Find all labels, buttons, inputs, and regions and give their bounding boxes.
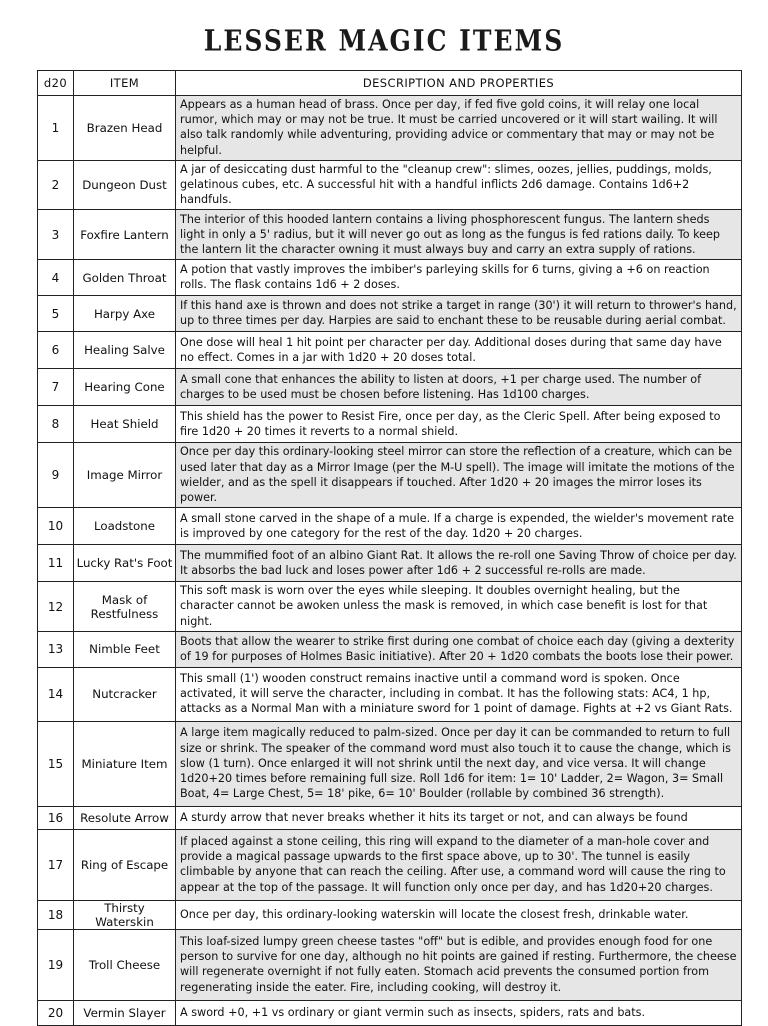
row-number: 12 bbox=[38, 582, 74, 632]
item-name: Thirsty Waterskin bbox=[74, 900, 176, 929]
item-description: A large item magically reduced to palm-sized. Once per day it can be commanded to return to full size or shrink. The speaker of the command word must also touch it to cause the change, which is slow (1 turn). Once enlarged it will not shrink until the next day, and vice versa. It will change 1d20+20 times before remaining full size. Roll 1d6 for item: 1= 10' Ladder, 2= Wagon, 3= Small Boat, 4= Large Chest, 5= 18' pike, 6= 10' Boulder (rollable by combined 36 strength). bbox=[176, 721, 742, 806]
item-description: The interior of this hooded lantern contains a living phosphorescent fungus. The lantern sheds light in only a 5' radius, but it will never go out as long as the fungus is fed rations daily. To keep the lantern lit the character owning it must always buy and carry an extra supply of rations. bbox=[176, 210, 742, 260]
row-number: 10 bbox=[38, 508, 74, 545]
row-number: 7 bbox=[38, 369, 74, 406]
magic-items-table bbox=[37, 70, 742, 1026]
table-row bbox=[38, 210, 742, 260]
table-row bbox=[38, 443, 742, 508]
table-row bbox=[38, 829, 742, 900]
header-d20: d20 bbox=[38, 71, 74, 96]
item-name: Heat Shield bbox=[74, 406, 176, 443]
header-description: DESCRIPTION AND PROPERTIES bbox=[176, 71, 742, 96]
table-row bbox=[38, 806, 742, 829]
item-name: Image Mirror bbox=[74, 443, 176, 508]
item-name: Healing Salve bbox=[74, 332, 176, 369]
item-description: This small (1') wooden construct remains inactive until a command word is spoken. Once activated, it will serve the character, including in combat. It has the following stats: AC4, 1 hp, attacks as a Normal Man with a miniature sword for 1 point of damage. Fights at +2 vs Giant Rats. bbox=[176, 667, 742, 721]
row-number: 16 bbox=[38, 806, 74, 829]
item-description: If this hand axe is thrown and does not strike a target in range (30') it will return to thrower's hand, up to three times per day. Harpies are said to enchant these to be reusable during aerial combat. bbox=[176, 296, 742, 332]
item-name: Miniature Item bbox=[74, 721, 176, 806]
item-name: Nimble Feet bbox=[74, 631, 176, 667]
item-description: This shield has the power to Resist Fire, once per day, as the Cleric Spell. After being exposed to fire 1d20 + 20 times it reverts to a normal shield. bbox=[176, 406, 742, 443]
table-row bbox=[38, 1000, 742, 1025]
item-description: A sturdy arrow that never breaks whether it hits its target or not, and can always be found bbox=[176, 806, 742, 829]
item-name: Harpy Axe bbox=[74, 296, 176, 332]
row-number: 6 bbox=[38, 332, 74, 369]
table-row bbox=[38, 369, 742, 406]
item-description: The mummified foot of an albino Giant Rat. It allows the re-roll one Saving Throw of choice per day. It absorbs the bad luck and loses power after 1d6 + 2 successful re-rolls are made. bbox=[176, 545, 742, 582]
item-name: Vermin Slayer bbox=[74, 1000, 176, 1025]
row-number: 1 bbox=[38, 96, 74, 161]
row-number: 18 bbox=[38, 900, 74, 929]
item-description: A potion that vastly improves the imbiber's parleying skills for 6 turns, giving a +6 on reaction rolls. The flask contains 1d6 + 2 doses. bbox=[176, 260, 742, 296]
table-row bbox=[38, 667, 742, 721]
item-description: Boots that allow the wearer to strike first during one combat of choice each day (giving a dexterity of 19 for purposes of Holmes Basic initiative). After 20 + 1d20 combats the boots lose their power. bbox=[176, 631, 742, 667]
item-name: Troll Cheese bbox=[74, 929, 176, 1000]
item-name: Lucky Rat's Foot bbox=[74, 545, 176, 582]
table-row bbox=[38, 332, 742, 369]
item-description: If placed against a stone ceiling, this ring will expand to the diameter of a man-hole cover and provide a magical passage upwards to the first space above, up to 30'. The tunnel is easily climbable by anyone that can reach the ceiling. After use, a command word will cause the ring to appear at the top of the passage. It will function only once per day, and has 1d20+20 charges. bbox=[176, 829, 742, 900]
item-name: Dungeon Dust bbox=[74, 160, 176, 210]
row-number: 4 bbox=[38, 260, 74, 296]
row-number: 3 bbox=[38, 210, 74, 260]
row-number: 20 bbox=[38, 1000, 74, 1025]
item-description: Appears as a human head of brass. Once per day, if fed five gold coins, it will relay one local rumor, which may or may not be true. It must be carried uncovered or it will start wailing. It will also talk randomly while adventuring, providing advice or commentary that may or may not be helpful. bbox=[176, 96, 742, 161]
item-name: Foxfire Lantern bbox=[74, 210, 176, 260]
table-row bbox=[38, 721, 742, 806]
item-name: Resolute Arrow bbox=[74, 806, 176, 829]
item-name: Ring of Escape bbox=[74, 829, 176, 900]
row-number: 9 bbox=[38, 443, 74, 508]
item-description: One dose will heal 1 hit point per character per day. Additional doses during that same day have no effect. Comes in a jar with 1d20 + 20 doses total. bbox=[176, 332, 742, 369]
item-name: Brazen Head bbox=[74, 96, 176, 161]
item-name: Golden Throat bbox=[74, 260, 176, 296]
table-row bbox=[38, 929, 742, 1000]
row-number: 14 bbox=[38, 667, 74, 721]
table-row bbox=[38, 96, 742, 161]
table-row bbox=[38, 260, 742, 296]
row-number: 5 bbox=[38, 296, 74, 332]
item-name: Hearing Cone bbox=[74, 369, 176, 406]
header-item: ITEM bbox=[74, 71, 176, 96]
item-description: A sword +0, +1 vs ordinary or giant vermin such as insects, spiders, rats and bats. bbox=[176, 1000, 742, 1025]
row-number: 8 bbox=[38, 406, 74, 443]
page-title: LESSER MAGIC ITEMS bbox=[203, 23, 565, 58]
item-name: Nutcracker bbox=[74, 667, 176, 721]
row-number: 19 bbox=[38, 929, 74, 1000]
table-row bbox=[38, 582, 742, 632]
row-number: 2 bbox=[38, 160, 74, 210]
row-number: 15 bbox=[38, 721, 74, 806]
item-description: Once per day, this ordinary-looking waterskin will locate the closest fresh, drinkable water. bbox=[176, 900, 742, 929]
item-description: A small stone carved in the shape of a mule. If a charge is expended, the wielder's movement rate is improved by one category for the rest of the day. 1d20 + 20 charges. bbox=[176, 508, 742, 545]
table-row bbox=[38, 296, 742, 332]
row-number: 17 bbox=[38, 829, 74, 900]
table-row bbox=[38, 900, 742, 929]
table-row bbox=[38, 545, 742, 582]
item-description: This soft mask is worn over the eyes while sleeping. It doubles overnight healing, but the character cannot be awoken unless the mask is removed, in which case benefit is lost for that night. bbox=[176, 582, 742, 632]
row-number: 13 bbox=[38, 631, 74, 667]
row-number: 11 bbox=[38, 545, 74, 582]
table-row bbox=[38, 160, 742, 210]
table-row bbox=[38, 406, 742, 443]
item-description: A jar of desiccating dust harmful to the "cleanup crew": slimes, oozes, jellies, puddings, molds, gelatinous cubes, etc. A successful hit with a handful inflicts 2d6 damage. Contains 1d6+2 handfuls. bbox=[176, 160, 742, 210]
table-row bbox=[38, 508, 742, 545]
table-header-row bbox=[38, 71, 742, 96]
item-description: This loaf-sized lumpy green cheese tastes "off" but is edible, and provides enough food for one person to survive for one day, although no hit points are gained if resting. Furthermore, the cheese will regenerate overnight if not fully eaten. Stomach acid prevents the consumed portion from regenerating inside the eater. Fire, including cooking, will destroy it. bbox=[176, 929, 742, 1000]
table-row bbox=[38, 631, 742, 667]
item-description: A small cone that enhances the ability to listen at doors, +1 per charge used. The number of charges to be used must be chosen before listening. Has 1d100 charges. bbox=[176, 369, 742, 406]
item-name: Mask of Restfulness bbox=[74, 582, 176, 632]
item-name: Loadstone bbox=[74, 508, 176, 545]
item-description: Once per day this ordinary-looking steel mirror can store the reflection of a creature, which can be used later that day as a Mirror Image (per the M-U spell). The image will imitate the motions of the wielder, and as the spell it disappears if touched. After 1d20 + 20 images the mirror loses its power. bbox=[176, 443, 742, 508]
